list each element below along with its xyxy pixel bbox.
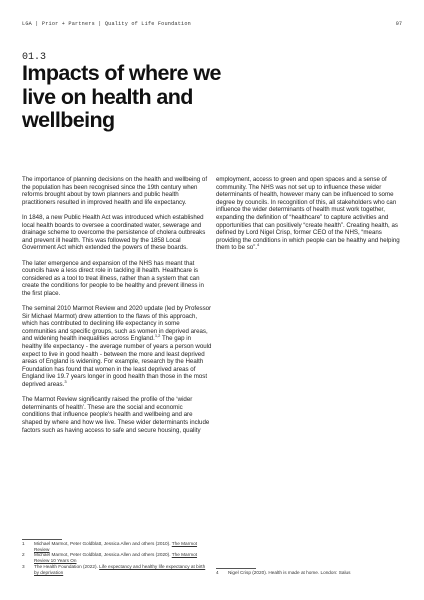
footnote-number: 2 — [22, 552, 25, 558]
page-number: 07 — [395, 21, 402, 27]
footnote-number: 3 — [22, 563, 25, 569]
footnote — [22, 552, 208, 563]
footnote-number: 1 — [22, 541, 25, 546]
footnote-citation: The Health Foundation (2022). — [34, 563, 100, 569]
paragraph-text: The seminal 2010 Marmot Review and 2020 update (led by Professor Sir Michael Marmot) drew attention to the flaws of this approach, which has contributed to declining life expectancy in some communities and specific groups, such as women in deprived areas, and widening health inequalities across England. — [22, 305, 212, 343]
footnote — [22, 541, 208, 552]
footnote-text: Nigel Crisp (2020). Health is made at home. London: Salus — [228, 570, 351, 575]
footnotes-left — [22, 541, 208, 575]
footnote-number: 4 — [216, 570, 219, 575]
paragraph: The importance of planning decisions on the health and wellbeing of the population has been recognised since the 19th century when reforms brought about by town planners and public health practitioners resulted in improved health and life expectancy. — [22, 176, 208, 206]
section-number: 01.3 — [22, 52, 47, 63]
paragraph: The Marmot Review significantly raised the profile of the ‘wider determinants of health’. These are the social and economic conditions that influence people's health and wellbeing and are shaped by where and how we live. These wider determinants include factors such as having access to safe and secure housing, quality — [22, 396, 210, 434]
paragraph-text: employment, access to green and open spaces and a sense of community. The NHS was not set up to influence these wider determinants of health, however many can be influenced to some degree by councils. In recognition of this, all stakeholders who can influence the wider determinants of health must work together, expanding the definition of “healthcare” to capture activities and opportunities that can positively “create health”. Creating health, as defined by Lord Nigel Crisp, former CEO of the NHS, “means providing the conditions in which people can be healthy and helping them to be so”. — [216, 176, 400, 252]
footnote-divider — [216, 568, 256, 569]
paragraph-text: The gap in healthy life expectancy - the average number of years a person would expect to live in good health - between the more and least deprived areas of England is widening. For example, research by the Health Foundation has found that women in the least deprived areas of England live 19.7 years longer in good health than those in the most deprived areas. — [22, 335, 212, 389]
footnote-text — [34, 564, 208, 575]
paragraph — [22, 305, 212, 389]
footnote-ref[interactable]: 3 — [64, 379, 67, 385]
footnote-citation: Michael Marmot, Peter Goldblatt, Jessica Allen and others (2010). — [34, 541, 172, 546]
footnote-link[interactable]: The Marmot Review — [34, 541, 198, 552]
footnote-ref[interactable]: 4 — [256, 242, 260, 248]
footnotes-right — [216, 570, 402, 576]
footnote — [216, 570, 402, 576]
footnote-text — [34, 541, 208, 552]
right-column — [216, 176, 406, 260]
footnote — [22, 564, 208, 575]
footnote-ref[interactable]: 1,2 — [154, 333, 161, 339]
footnote-citation: Michael Marmot, Peter Goldblatt, Jessica Allen and others (2020). — [34, 552, 172, 558]
footnote-text — [34, 552, 208, 563]
paragraph: The later emergence and expansion of the NHS has meant that councils have a less direct role in tackling ill health. Healthcare is considered as a tool to treat illness, rather than a system that can create the conditions for people to be healthy and prevent illness in the first place. — [22, 259, 204, 297]
paragraph — [216, 176, 406, 252]
paragraph: In 1848, a new Public Health Act was introduced which established local health boards to oversee a coordinated water, sewerage and drainage scheme to overcome the persistence of cholera outbreaks and prevent ill health. This was followed by the 1858 Local Government Act which extended the powers of these boards. — [22, 213, 206, 252]
breadcrumb: LGA | Prior + Partners | Quality of Life Foundation — [22, 21, 191, 27]
footnote-link[interactable]: The Marmot Review 10 Years On — [34, 552, 198, 564]
footnote-link[interactable]: Life expectancy and healthy life expectancy at birth by deprivation — [34, 563, 206, 575]
footnote-divider — [22, 539, 62, 540]
left-column — [22, 176, 212, 442]
page-title: Impacts of where we live on health and wellbeing — [22, 61, 221, 132]
